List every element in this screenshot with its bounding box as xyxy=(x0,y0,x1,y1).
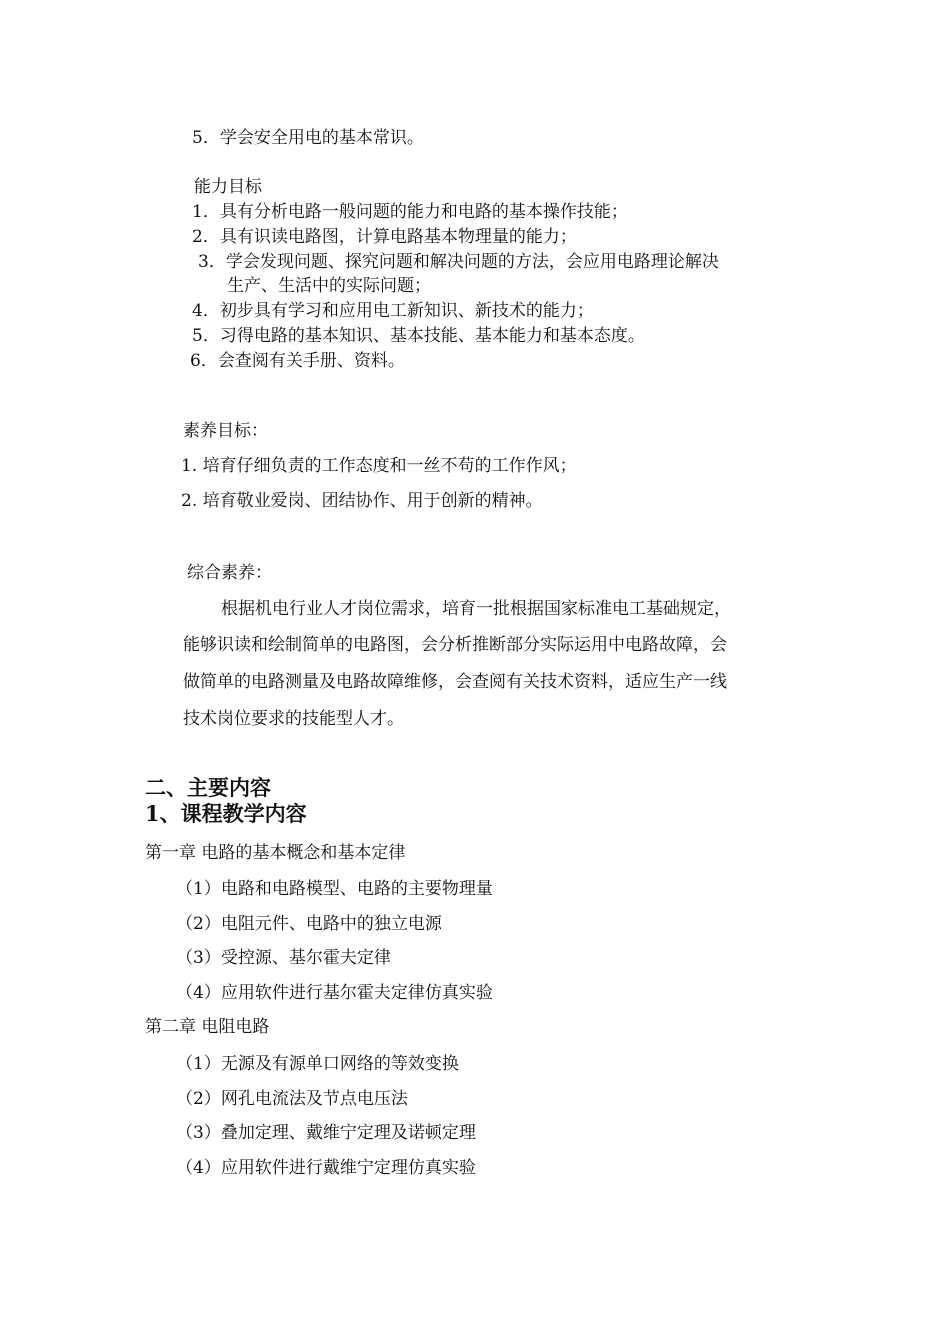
overall-line-1: 根据机电行业人才岗位需求，培育一批根据国家标准电工基础规定， xyxy=(221,599,731,619)
quality-item-1: 1. 培育仔细负责的工作态度和一丝不苟的工作作风； xyxy=(181,456,577,476)
ability-item-2: 2．具有识读电路图，计算电路基本物理量的能力； xyxy=(192,227,577,247)
ability-title: 能力目标 xyxy=(194,177,262,197)
chapter-2-item-2: （2）网孔电流法及节点电压法 xyxy=(176,1089,408,1109)
overall-line-3: 做简单的电路测量及电路故障维修，会查阅有关技术资料，适应生产一线 xyxy=(183,672,727,692)
section-heading: 二、主要内容 xyxy=(145,775,271,800)
overall-line-2: 能够识读和绘制简单的电路图，会分析推断部分实际运用中电路故障，会 xyxy=(183,635,727,655)
chapter-2-title: 第二章 电阻电路 xyxy=(145,1017,270,1037)
ability-item-3: 3．学会发现问题、探究问题和解决问题的方法，会应用电路理论解决 xyxy=(198,252,719,272)
chapter-1-item-2: （2）电阻元件、电路中的独立电源 xyxy=(176,914,442,934)
chapter-2-item-1: （1）无源及有源单口网络的等效变换 xyxy=(176,1054,459,1074)
ability-item-3-cont: 生产、生活中的实际问题； xyxy=(227,276,431,296)
chapter-2-item-4: （4）应用软件进行戴维宁定理仿真实验 xyxy=(176,1158,476,1178)
overall-line-4: 技术岗位要求的技能型人才。 xyxy=(183,709,404,729)
quality-title: 素养目标： xyxy=(183,421,268,441)
ability-item-1: 1．具有分析电路一般问题的能力和电路的基本操作技能； xyxy=(192,202,628,222)
quality-item-2: 2. 培育敬业爱岗、团结协作、用于创新的精神。 xyxy=(181,491,543,511)
knowledge-item-5: 5．学会安全用电的基本常识。 xyxy=(192,128,424,148)
chapter-2-item-3: （3）叠加定理、戴维宁定理及诺顿定理 xyxy=(176,1123,476,1143)
chapter-1-item-3: （3）受控源、基尔霍夫定律 xyxy=(176,948,391,968)
chapter-1-item-1: （1）电路和电路模型、电路的主要物理量 xyxy=(176,879,493,899)
ability-item-5: 5．习得电路的基本知识、基本技能、基本能力和基本态度。 xyxy=(192,326,645,346)
chapter-1-item-4: （4）应用软件进行基尔霍夫定律仿真实验 xyxy=(176,983,493,1003)
chapter-1-title: 第一章 电路的基本概念和基本定律 xyxy=(145,843,406,863)
overall-title: 综合素养： xyxy=(187,563,272,583)
ability-item-6: 6．会查阅有关手册、资料。 xyxy=(190,351,405,371)
subsection-heading: 1、课程教学内容 xyxy=(145,801,307,826)
ability-item-4: 4．初步具有学习和应用电工新知识、新技术的能力； xyxy=(192,301,594,321)
